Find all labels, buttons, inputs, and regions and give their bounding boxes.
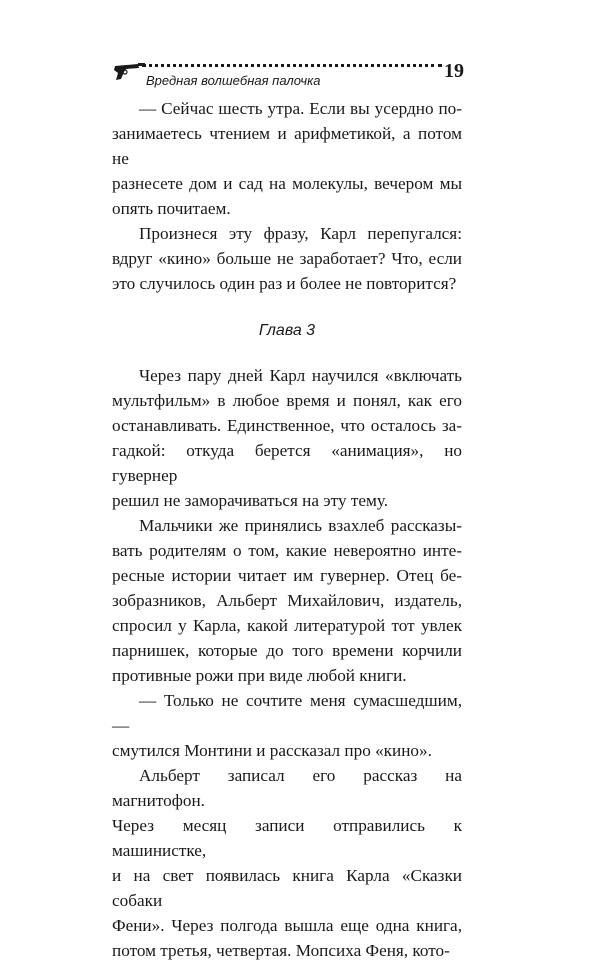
paragraph (112, 96, 462, 221)
text-line: останавливать. Единственное, что осталось за- (112, 416, 462, 435)
text-line: Фени». Через полгода вышла еще одна книга, (112, 916, 462, 935)
text-line: Мальчики же принялись взахлеб рассказы- (139, 516, 462, 535)
text-line: вдруг «кино» больше не заработает? Что, если (112, 249, 462, 268)
page-number: 19 (444, 60, 464, 82)
text-line: смутился Монтини и рассказал про «кино». (112, 741, 432, 760)
text-line: спросил у Карла, какой литературой тот увлек (112, 616, 462, 635)
page-header (112, 60, 484, 90)
paragraphs-before (112, 96, 462, 296)
paragraph (112, 221, 462, 296)
text-line: Через месяц записи отправились к машинистке, (112, 816, 462, 860)
chapter-title: Глава 3 (258, 322, 316, 339)
running-title: Вредная волшебная палочка (146, 73, 321, 88)
text-line: и на свет появилась книга Карла «Сказки собаки (112, 866, 462, 910)
header-dotted-rule (142, 64, 442, 67)
text-line: парнишек, которые до того времени корчили (112, 641, 462, 660)
paragraphs-after (112, 363, 462, 963)
paragraph (112, 688, 462, 763)
paragraph (112, 363, 462, 513)
text-line: Альберт записал его рассказ на магнитофон. (112, 766, 462, 810)
text-line: ресные истории читает им гувернер. Отец бе- (112, 566, 462, 585)
text-line: опять почитаем. (112, 199, 231, 218)
text-line: занимаетесь чтением и арифметикой, а потом не (112, 124, 462, 168)
text-line: — Сейчас шесть утра. Если вы усердно по- (139, 99, 462, 118)
paragraph (112, 763, 462, 963)
text-line: Произнеся эту фразу, Карл перепугался: (139, 224, 462, 243)
text-line: Через пару дней Карл научился «включать (139, 366, 462, 385)
text-line: вать родителям о том, какие невероятно инте- (112, 541, 462, 560)
text-line: разнесете дом и сад на молекулы, вечером мы (112, 174, 462, 193)
text-line: гадкой: откуда берется «анимация», но гувернер (112, 441, 462, 485)
text-line: потом третья, четвертая. Мопсиха Феня, кото- (112, 941, 450, 960)
text-line: решил не заморачиваться на эту тему. (112, 491, 389, 510)
text-line: — Только не сочтите меня сумасшедшим, — (112, 691, 462, 735)
text-line: это случилось один раз и более не повторится? (112, 274, 457, 293)
paragraph (112, 513, 462, 688)
text-line: противные рожи при виде любой книги. (112, 666, 407, 685)
text-line: зобразников, Альберт Михайлович, издатель, (112, 591, 462, 610)
body-text (112, 96, 462, 963)
text-line: мультфильм» в любое время и понял, как его (112, 391, 462, 410)
